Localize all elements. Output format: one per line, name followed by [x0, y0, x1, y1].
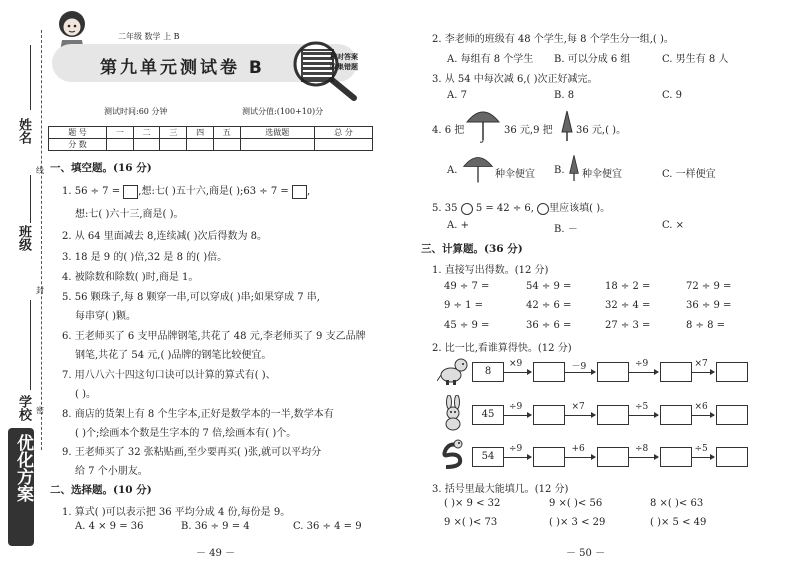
section-fill-blank: 一、填空题。(16 分)	[50, 162, 152, 174]
chain-operation: ×7	[571, 402, 585, 412]
choice-4-part-c: 36 元,( )。	[576, 125, 627, 136]
question-9: 9. 王老师买了 32 张粘贴画,至少要再买( )张,就可以平均分	[62, 447, 322, 458]
name-label: 姓名	[16, 118, 31, 144]
score-header-cell: 总 分	[314, 127, 372, 139]
score-table	[48, 126, 373, 151]
choice-2-b[interactable]: B. 可以分成 6 组	[554, 54, 631, 65]
choice-4-part-a: 4. 6 把	[432, 125, 465, 136]
fill-max-instruction: 3. 括号里最大能填几。(12 分)	[432, 484, 569, 495]
choice-4-b-text: 种伞便宜	[582, 169, 622, 180]
test-score: 测试分值:(100+10)分	[242, 107, 324, 116]
brand-logo-text: 优化方案	[13, 434, 33, 502]
question-7: 7. 用八八六十四这句口诀可以计算的算式有( )、	[62, 370, 276, 381]
dinosaur-icon	[437, 357, 469, 390]
score-cell[interactable]	[160, 139, 187, 151]
score-cell[interactable]	[187, 139, 214, 151]
section-calculation: 三、计算题。(36 分)	[421, 243, 523, 255]
question-1-cont: 想:七( )六十三,商是( )。	[75, 209, 184, 220]
calc-item[interactable]: 36 ÷ 9 =	[686, 300, 732, 311]
score-cell[interactable]	[133, 139, 160, 151]
seal-text-2: 封	[36, 286, 44, 295]
chain-answer-box[interactable]	[660, 405, 692, 425]
class-label: 班级	[16, 225, 31, 251]
chain-answer-box[interactable]	[716, 405, 748, 425]
chain-arrow	[564, 415, 595, 416]
page-number-left: － 49 －	[196, 548, 236, 559]
score-header-cell: 一	[107, 127, 134, 139]
choice-5-b[interactable]: B. －	[554, 224, 578, 235]
question-5-cont: 每串穿( )颗。	[75, 311, 136, 322]
choice-2-c[interactable]: C. 男生有 8 人	[662, 54, 729, 65]
qr-label-check: 核对答案	[330, 53, 358, 61]
brand-logo	[8, 428, 34, 546]
choice-1-a[interactable]: A. 4 × 9 = 36	[75, 521, 144, 532]
choice-5	[432, 199, 610, 215]
chain-arrow	[564, 372, 595, 373]
calc-item[interactable]: 8 ÷ 8 =	[686, 320, 726, 331]
choice-2: 2. 李老师的班级有 48 个学生,每 8 个学生分一组,( )。	[432, 34, 674, 45]
answer-box[interactable]	[292, 185, 307, 199]
choice-3: 3. 从 54 中每次减 6,( )次正好减完。	[432, 74, 598, 85]
chain-operation: ÷9	[509, 402, 523, 412]
score-header-cell: 选做题	[240, 127, 314, 139]
calc-item[interactable]: 45 ÷ 9 =	[444, 320, 490, 331]
chain-arrow	[503, 372, 531, 373]
choice-4-b[interactable]: B.	[554, 165, 565, 176]
chain-start-box	[472, 447, 504, 467]
score-header-cell: 二	[133, 127, 160, 139]
chain-operation: ÷8	[635, 444, 649, 454]
page-title: 第九单元测试卷 B	[100, 58, 265, 78]
question-1: 1. 56 ÷ 7 = ,想:七( )五十六,商是( );63 ÷ 7 = ,	[62, 186, 311, 197]
fill-max-item[interactable]: ( )× 3 < 29	[549, 517, 606, 528]
chain-start-value: 8	[484, 366, 492, 377]
calc-item[interactable]: 32 ÷ 4 =	[605, 300, 651, 311]
answer-box[interactable]	[123, 185, 138, 199]
qr-label-collect: 收集错题	[330, 63, 358, 71]
chain-operation: ×6	[694, 402, 708, 412]
class-blank[interactable]	[30, 175, 31, 223]
seal-text-1: 线	[36, 166, 44, 175]
question-5: 5. 56 颗珠子,每 8 颗穿一串,可以穿成( )串;如果穿成 7 串,	[62, 292, 320, 303]
choice-5-part-c: 里应该填( )。	[549, 203, 611, 214]
calc-item[interactable]: 72 ÷ 9 =	[686, 281, 732, 292]
choice-5-part-b: 5 = 42 ÷ 6,	[475, 203, 534, 214]
chain-answer-box[interactable]	[533, 405, 565, 425]
chain-answer-box[interactable]	[597, 447, 629, 467]
snake-icon	[440, 437, 466, 472]
score-header-cell: 题 号	[49, 127, 107, 139]
choice-4-a[interactable]: A.	[447, 165, 458, 176]
score-cell[interactable]	[314, 139, 372, 151]
chain-operation: ×9	[509, 359, 523, 369]
chain-start-box	[472, 405, 504, 425]
choice-1-b[interactable]: B. 36 ÷ 9 = 4	[181, 521, 250, 532]
chain-arrow	[503, 415, 531, 416]
chain-answer-box[interactable]	[716, 447, 748, 467]
choice-5-part-a: 5. 35	[432, 203, 458, 214]
fill-max-item[interactable]: 9 ×( )< 73	[444, 517, 498, 528]
q1-part-a: 1. 56 ÷ 7 =	[62, 186, 121, 197]
score-cell[interactable]	[213, 139, 240, 151]
umbrella-open-icon	[466, 108, 500, 147]
binding-line	[41, 30, 42, 450]
question-8: 8. 商店的货架上有 8 个生字本,正好是数学本的一半,数学本有	[62, 409, 334, 420]
fill-max-item[interactable]: 8 ×( )< 63	[650, 498, 704, 509]
chain-operation: ÷9	[509, 444, 523, 454]
rabbit-icon	[440, 395, 466, 434]
calc-item[interactable]: 36 ÷ 6 =	[526, 320, 572, 331]
chain-arrow	[691, 457, 714, 458]
question-4: 4. 被除数和除数( )时,商是 1。	[62, 272, 199, 283]
score-row-label: 分 数	[49, 139, 107, 151]
choice-3-a[interactable]: A. 7	[447, 90, 467, 101]
chain-start-value: 54	[481, 451, 495, 462]
chain-answer-box[interactable]	[660, 362, 692, 382]
chain-operation: ÷5	[635, 402, 649, 412]
choice-4-part-b: 36 元,9 把	[504, 125, 553, 136]
choice-1: 1. 算式( )可以表示把 36 平均分成 4 份,每份是 9。	[62, 507, 291, 518]
chain-arrow	[564, 457, 595, 458]
question-2: 2. 从 64 里面减去 8,连续减( )次后得数为 8。	[62, 231, 268, 242]
score-table-row	[49, 139, 373, 151]
choice-3-c[interactable]: C. 9	[662, 90, 683, 101]
choice-3-b[interactable]: B. 8	[554, 90, 575, 101]
question-6-cont: 钢笔,共花了 54 元,( )品牌的钢笔比较便宜。	[75, 350, 272, 361]
score-cell[interactable]	[107, 139, 134, 151]
question-9-cont: 给 7 个小朋友。	[75, 466, 148, 477]
umbrella-closed-icon	[568, 154, 580, 187]
calc-item[interactable]: 27 ÷ 3 =	[605, 320, 651, 331]
calc-item[interactable]: 18 ÷ 2 =	[605, 281, 651, 292]
chain-operation: －9	[571, 362, 587, 372]
choice-2-a[interactable]: A. 每组有 8 个学生	[447, 54, 534, 65]
choice-1-c[interactable]: C. 36 ÷ 4 = 9	[293, 521, 362, 532]
question-8-cont: ( )个;绘画本个数是生字本的 7 倍,绘画本有( )个。	[75, 428, 297, 439]
name-blank[interactable]	[30, 45, 31, 110]
grade-line: 二年级 数学 上 B	[118, 32, 180, 41]
calc-item[interactable]: 9 ÷ 1 =	[444, 300, 484, 311]
choice-5-a[interactable]: A. +	[447, 220, 469, 231]
calc-item[interactable]: 49 ÷ 7 =	[444, 281, 490, 292]
compare-instruction: 2. 比一比,看谁算得快。(12 分)	[432, 343, 572, 354]
operator-circle[interactable]	[461, 203, 473, 215]
seal-text-3: 密	[36, 406, 44, 415]
umbrella-open-icon	[462, 154, 494, 189]
chain-arrow	[503, 457, 531, 458]
umbrella-closed-icon	[560, 110, 574, 147]
operator-circle[interactable]	[537, 203, 549, 215]
chain-answer-box[interactable]	[716, 362, 748, 382]
score-header-cell: 五	[213, 127, 240, 139]
score-table-header	[49, 127, 373, 139]
chain-start-box	[472, 362, 504, 382]
chain-operation: ÷5	[694, 444, 708, 454]
qr-labels	[330, 52, 358, 72]
chain-arrow	[691, 372, 714, 373]
score-cell[interactable]	[240, 139, 314, 151]
calc-item[interactable]: 54 ÷ 9 =	[526, 281, 572, 292]
score-header-cell: 四	[187, 127, 214, 139]
school-label: 学校	[16, 395, 31, 421]
chain-operation: ×7	[694, 359, 708, 369]
chain-arrow	[628, 415, 658, 416]
chain-answer-box[interactable]	[597, 405, 629, 425]
school-blank[interactable]	[30, 300, 31, 390]
chain-arrow	[691, 415, 714, 416]
choice-4-a-text: 种伞便宜	[495, 169, 535, 180]
section-choice: 二、选择题。(10 分)	[50, 484, 152, 496]
chain-arrow	[628, 372, 658, 373]
q1-part-b: ,想:七( )五十六,商是( );63 ÷ 7 =	[138, 186, 289, 197]
calc-item[interactable]: 42 ÷ 6 =	[526, 300, 572, 311]
test-time: 测试时间:60 分钟	[104, 107, 168, 116]
calc-instruction: 1. 直接写出得数。(12 分)	[432, 265, 549, 276]
question-6: 6. 王老师买了 6 支甲品牌钢笔,共花了 48 元,李老师买了 9 支乙品牌	[62, 331, 366, 342]
chain-answer-box[interactable]	[597, 362, 629, 382]
chain-answer-box[interactable]	[533, 362, 565, 382]
question-3: 3. 18 是 9 的( )倍,32 是 8 的( )倍。	[62, 252, 228, 263]
fill-max-item[interactable]: ( )× 9 < 32	[444, 498, 501, 509]
question-7-cont: ( )。	[75, 389, 96, 400]
chain-operation: ÷9	[635, 359, 649, 369]
chain-start-value: 45	[481, 409, 495, 420]
page-number-right: － 50 －	[566, 548, 606, 559]
chain-arrow	[628, 457, 658, 458]
choice-5-c[interactable]: C. ×	[662, 220, 685, 231]
chain-answer-box[interactable]	[533, 447, 565, 467]
score-header-cell: 三	[160, 127, 187, 139]
chain-operation: +6	[571, 444, 585, 454]
chain-answer-box[interactable]	[660, 447, 692, 467]
fill-max-item[interactable]: 9 ×( )< 56	[549, 498, 603, 509]
fill-max-item[interactable]: ( )× 5 < 49	[650, 517, 707, 528]
choice-4-c[interactable]: C. 一样便宜	[662, 169, 716, 180]
